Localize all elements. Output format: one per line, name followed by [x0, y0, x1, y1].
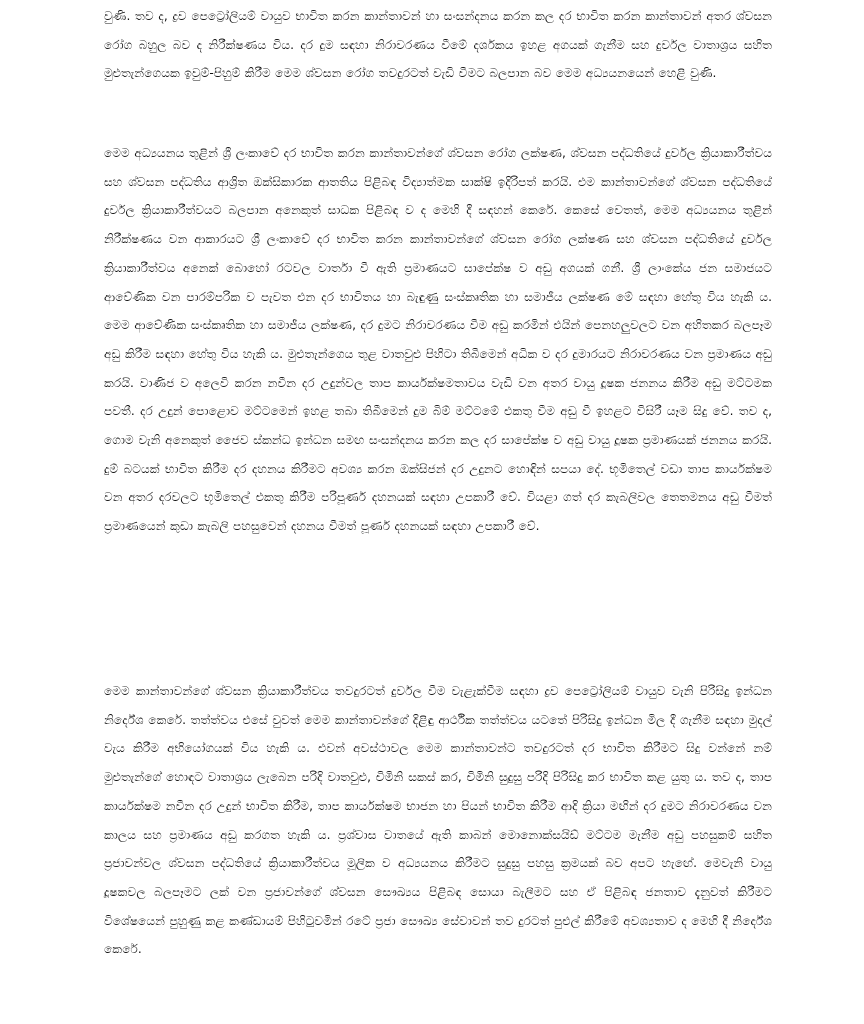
paragraph-3: මෙම කාන්තාවන්ගේ ශ්වසන ක්‍රියාකාරීත්වය තවදුරටත් දුර්වල වීම වැළැක්වීම සඳහා ද්‍රව පෙට්‍රෝලියම් වායුව වැනි පිරිසිදු ඉන්ධන නිර්දේශ කෙරේ. තත්ත්වය එසේ වුවත් මෙම කාන්තාවන්ගේ දිළිඳු ආර්ථික තත්ත්වය යටතේ පිරිසිදු ඉන්ධන මිල දී ගැනීම සඳහා මුදල් වැය කිරීම අභියෝගයක් විය හැකි ය. එවන් අවස්ථාවල මෙම කාන්තාවන්ට තවදුරටත් දර භාවිත කිරීමට සිදු වන්නේ නම් මුළුතැන්ගේ හොඳට වාතාශ්‍රය ලැබෙන පරිදි වාතවුළු, චිමිනි සකස් කර, චිමිනි සුදුසු පරිදි පිරිසිදු කර භාවිත කළ යුතු ය. තව ද, තාප කාර්යක්ෂම නවීන දර උදුන් භාවිත කිරීම, තාප කාර්යක්ෂම භාජන හා පියන් භාවිත කිරීම ආදි ක්‍රියා මඟින් දර දුමට නිරාවරණය වන කාලය සහ ප්‍රමාණය අඩු කරගත හැකි ය. ප්‍රශ්වාස වාතයේ ඇති කාබන් මොනොක්සයිඩ් මට්ටම මැනීම අඩු පහසුකම් සහිත ප්‍රජාවන්වල ශ්වසන පද්ධතියේ ක්‍රියාකාරීත්වය මූලික ව අධ්‍යයනය කිරීමට සුදුසු පහසු ක්‍රමයක් බව අපට හැඟේ. මෙවැනි වායු දූෂකවල බලපෑමට ලක් වන ප්‍රජාවන්ගේ ශ්වසන සෞඛ්‍යය පිළිබඳ සොයා බැලීමට සහ ඒ පිළිබඳ ජනතාව දැනුවත් කිරීමට විශේෂයෙන් පුහුණු කළ කණ්ඩායම් පිහිටුවමින් රටේ ප්‍රජා සෞඛ්‍ය සේවාවන් තව දුරටත් පුළුල් කිරීමේ අවශ්‍යතාව ද මෙහි දී නිර්දේශ කෙරේ.	[104, 684, 773, 957]
paragraph-1: වුණි. තව ද, ද්‍රව පෙට්‍රෝලියම් වායුව භාවිත කරන කාන්තාවන් හා සංසන්දනය කරන කල දර භාවිත කරන කාන්තාවන් අතර ශ්වසන රෝග බහුල බව ද නිරීක්ෂණය විය. දර දුම සඳහා නිරාවරණය වීමේ දර්ශකය ඉහළ අගයක් ගැනීම සහ දුර්වල වාතාශ්‍රය සහිත මුළුතැන්ගෙයක ඉවුම්-පිහුම් කිරීම මෙම ශ්වසන රෝග තවදුරටත් වැඩි වීමට බලපාන බව මෙම අධ්‍යයනයෙන් හෙළි වුණි.	[104, 9, 772, 81]
paragraph-2: මෙම අධ්‍යයනය තුළින් ශ්‍රී ලංකාවේ දර භාවිත කරන කාන්තාවන්ගේ ශ්වසන රෝග ලක්ෂණ, ශ්වසන පද්ධතියේ දුර්වල ක්‍රියාකාරීත්වය සහ ශ්වසන පද්ධතිය ආශ්‍රිත ඔක්සිකාරක ආතතිය පිළිබඳ විද්‍යාත්මක සාක්ෂි ඉදිරිපත් කරයි. එම කාන්තාවන්ගේ ශ්වසන පද්ධතියේ දුර්වල ක්‍රියාකාරීත්වයට බලපාන අනෙකුත් සාධක පිළිබඳ ව ද මෙහි දී සඳහන් කෙරේ. කෙසේ වෙතත්, මෙම අධ්‍යයනය තුළින් නිරීක්ෂණය වන ආකාරයට ශ්‍රී ලංකාවේ දර භාවිත කරන කාන්තාවන්ගේ ශ්වසන රෝග ලක්ෂණ සහ ශ්වසන පද්ධතියේ දුර්වල ක්‍රියාකාරීත්වය අනෙක් බොහෝ රටවල වාර්තා වී ඇති ප්‍රමාණයට සාපේක්ෂ ව අඩු අගයක් ගනී. ශ්‍රී ලාංකේය ජන සමාජයට ආවේණික වන පාරම්පරික ව පැවත එන දර භාවිතය හා බැඳුණු සංස්කෘතික හා සමාජීය ලක්ෂණ මේ සඳහා හේතු විය හැකි ය. මෙම ආවේණික සංස්කෘතික හා සමාජීය ලක්ෂණ, දර දුමට නිරාවරණය වීම අඩු කරමින් එයින් පෙනහලුවලට වන අහිතකර බලපෑම අඩු කිරීම සඳහා හේතු විය හැකි ය. මුළුතැන්ගෙය තුළ වාතවුළු පිහිටා තිබීමෙන් අධික ව දර දුමාරයට නිරාවරණය වන ප්‍රමාණය අඩු කරයි. වාණිජ ව අලෙවි කරන නවීන දර උදුන්වල තාප කාර්යක්ෂමතාවය වැඩි වන අතර වායු දූෂක ජනනය කිරීම අඩු මට්ටමක පවතී. දර උදුන් පොළොව මට්ටමෙන් ඉහළ තබා තිබීමෙන් දුම බිම් මට්ටමේ එකතු වීම අඩු වී ඉහළට විසිරී යෑම සිදු වේ. තව ද, ගොම වැනි අනෙකුත් ජෛව ස්කන්ධ ඉන්ධන සමඟ සංසන්දනය කරන කල දර සාපේක්ෂ ව අඩු වායු දූෂක ප්‍රමාණයක් ජනනය කරයි. දුම් බටයක් භාවිත කිරීම දර දහනය කිරීමට අවශ්‍ය කරන ඔක්සිජන් දර උදුනට හොඳින් සපයා දේ. භූමිතෙල් වඩා තාප කාර්යක්ෂම වන අතර දරවලට භූමිතෙල් එකතු කිරීම පරිපූර්ණ දහනයක් සඳහා උපකාරී වේ. වියළා ගත් දර කැබලිවල තෙතමනය අඩු වීමත් ප්‍රමාණයෙන් කුඩා කැබලි පහසුවෙන් දහනය වීමත් පූර්ණ දහනයක් සඳහා උපකාරී වේ.	[104, 146, 772, 534]
